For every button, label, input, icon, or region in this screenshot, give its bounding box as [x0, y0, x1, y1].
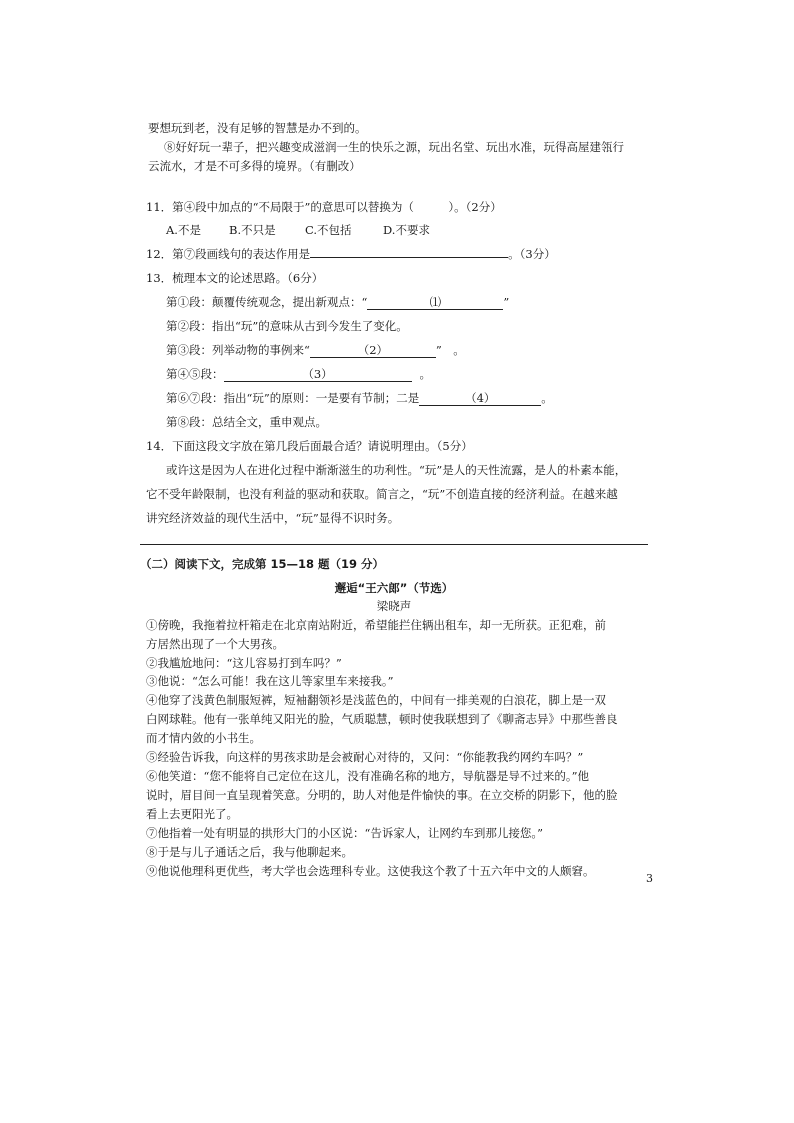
- article-line: ⑥他笑道：“您不能将自己定位在这儿，没有准确名称的地方，导航器是导不过来的。”他: [146, 769, 590, 783]
- section-2-header: （二）阅读下文，完成第 15—18 题（19 分）: [140, 557, 385, 571]
- q13-p45-text: 第④⑤段：: [166, 367, 224, 381]
- q13-p3-close: ” 。: [435, 343, 465, 357]
- paragraph-8-line-2: 云流水，才是不可多得的境界。（有删改）: [148, 159, 361, 173]
- q13-p3-text: 第③段：列举动物的事例来“: [166, 343, 310, 357]
- q13-blank-4[interactable]: （4）: [419, 391, 541, 406]
- q13-paragraph-4-5: [166, 366, 431, 382]
- question-11-stem: 11．第④段中加点的“不局限于”的意思可以替换为（ ）。（2分）: [146, 200, 502, 214]
- article-line: ③他说：“怎么可能！我在这儿等家里车来接我。”: [146, 674, 394, 688]
- q12-answer-blank[interactable]: [310, 257, 508, 258]
- q14-quote-line-3: 讲究经济效益的现代生活中，“玩”显得不识时务。: [146, 511, 400, 525]
- q13-blank-2[interactable]: （2）: [310, 343, 436, 358]
- article-line: ①傍晚，我拖着拉杆箱走在北京南站附近，希望能拦住辆出租车，却一无所获。正犯难，前: [146, 618, 606, 632]
- question-12-stem: [146, 246, 556, 262]
- q11-option-d: D.不要求: [383, 223, 430, 237]
- q12-score: 。（3分）: [508, 247, 556, 261]
- article-line: 而才情内敛的小书生。: [146, 731, 261, 745]
- q12-stem-text: 12．第⑦段画线句的表达作用是: [146, 247, 311, 261]
- article-line: ⑦他指着一处有明显的拱形大门的小区说：“告诉家人，让网约车到那儿接您。”: [146, 826, 544, 840]
- carryover-line: 要想玩到老，没有足够的智慧是办不到的。: [148, 121, 367, 135]
- q13-p1-close: ”: [503, 295, 510, 309]
- q13-p67-text: 第⑥⑦段：指出“玩”的原则：一是要有节制；二是: [166, 391, 420, 405]
- article-line: 白网球鞋。他有一张单纯又阳光的脸，气质聪慧，顿时使我联想到了《聊斋志异》中那些善良: [146, 712, 618, 726]
- q13-paragraph-3: [166, 342, 465, 358]
- question-13-stem: 13．梳理本文的论述思路。（6分）: [146, 271, 324, 285]
- q13-paragraph-1: [166, 294, 509, 310]
- article-line: ⑨他说他理科更优些，考大学也会选理科专业。这使我这个教了十五六年中文的人颇窘。: [146, 864, 595, 878]
- q11-option-c: C.不包括: [305, 223, 352, 237]
- article-line: 方居然出现了一个大男孩。: [146, 637, 284, 651]
- q13-blank-1[interactable]: ⑴: [367, 295, 503, 310]
- article-line: ⑧于是与儿子通话之后，我与他聊起来。: [146, 845, 353, 859]
- q11-option-a: A.不是: [166, 223, 201, 237]
- article-author: 梁晓声: [376, 599, 412, 613]
- q14-quote-line-2: 它不受年龄限制，也没有利益的驱动和获取。简言之，“玩”不创造直接的经济利益。在越来越: [146, 487, 618, 501]
- article-line: ②我尴尬地问：“这儿容易打到车吗？”: [146, 656, 342, 670]
- article-line: 说时，眉目间一直呈现着笑意。分明的，助人对他是件愉快的事。在立交桥的阴影下，他的脸: [146, 788, 618, 802]
- article-title: 邂逅“王六郎”（节选）: [334, 581, 454, 595]
- q13-paragraph-2: 第②段：指出“玩”的意味从古到今发生了变化。: [166, 319, 408, 333]
- article-line: ④他穿了浅黄色制服短裤，短袖翻领衫是浅蓝色的，中间有一排美观的白浪花，脚上是一双: [146, 693, 606, 707]
- section-divider: [140, 544, 648, 545]
- q13-p1-text: 第①段：颠覆传统观念，提出新观点：“: [166, 295, 368, 309]
- q14-quote-line-1: 或许这是因为人在进化过程中渐渐滋生的功利性。“玩”是人的天性流露，是人的朴素本能，: [166, 463, 627, 477]
- article-line: ⑤经验告诉我，向这样的男孩求助是会被耐心对待的，又问：“你能教我约网约车吗？”: [146, 750, 584, 764]
- q13-paragraph-8: 第⑧段：总结全文，重申观点。: [166, 415, 327, 429]
- question-14-stem: 14．下面这段文字放在第几段后面最合适？请说明理由。（5分）: [146, 439, 473, 453]
- q11-option-b: B.不只是: [229, 223, 276, 237]
- article-line: 看上去更阳光了。: [146, 807, 238, 821]
- paragraph-8-line-1: ⑧好好玩一辈子，把兴趣变成滋润一生的快乐之源，玩出名堂、玩出水准，玩得高屋建瓴行: [164, 140, 624, 154]
- q13-blank-3[interactable]: （3）: [224, 367, 412, 382]
- q13-paragraph-6-7: [166, 390, 553, 406]
- q13-p45-close: 。: [419, 367, 431, 381]
- q13-p67-close: 。: [541, 391, 553, 405]
- page-number: 3: [646, 872, 653, 885]
